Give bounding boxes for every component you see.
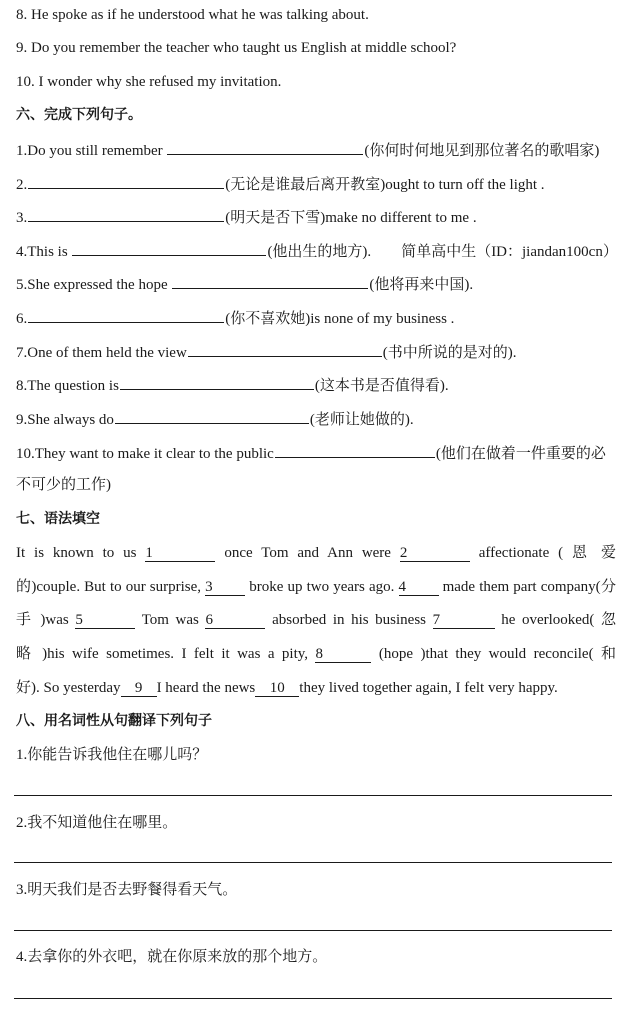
answer-blank[interactable] [72, 241, 266, 256]
cloze-line-2: 的)couple. But to our surprise, 3 broke up two years ago. 4 made them part company(分 [16, 579, 617, 595]
s6-item-10-cont: 不可少的工作) [16, 477, 111, 493]
s8-item-4: 4.去拿你的外衣吧，就在你原来放的那个地方。 [16, 949, 328, 965]
s6-item-10: 10.They want to make it clear to the public (他们在做着一件重要的必 [16, 443, 616, 461]
s6-item-2: 2. (无论是谁最后离开教室)ought to turn off the light . [16, 174, 616, 192]
answer-line-3[interactable] [14, 930, 612, 931]
cloze-line-5: 好). So yesterday 9 I heard the news 10 they lived together again, I felt very happy. [16, 680, 558, 696]
answer-blank[interactable] [28, 308, 224, 323]
answer-blank[interactable] [275, 443, 435, 458]
s6-item-8: 8.The question is (这本书是否值得看). [16, 375, 616, 393]
answer-line-2[interactable] [14, 862, 612, 863]
cloze-blank-3[interactable]: 3 [205, 580, 245, 596]
s6-item-7: 7.One of them held the view (书中所说的是对的). [16, 342, 616, 360]
cloze-line-3: 手 )was 5 Tom was 6 absorbed in his business 7 he overlooked( 忽 [16, 612, 617, 628]
answer-blank[interactable] [188, 342, 382, 357]
cloze-blank-9[interactable]: 9 [121, 681, 157, 697]
s8-item-2: 2.我不知道他住在哪里。 [16, 815, 178, 831]
answer-blank[interactable] [115, 409, 309, 424]
s6-item-4: 4.This is (他出生的地方). 简单高中生（ID：jiandan100cn） [16, 241, 616, 259]
answer-blank[interactable] [28, 207, 224, 222]
cloze-blank-10[interactable]: 10 [255, 681, 299, 697]
s6-item-6: 6. (你不喜欢她)is none of my business . [16, 308, 616, 326]
answer-line-4[interactable] [14, 998, 612, 999]
answer-blank[interactable] [172, 274, 368, 289]
s6-item-3: 3. (明天是否下雪)make no different to me . [16, 207, 616, 225]
cloze-blank-7[interactable]: 7 [433, 613, 495, 629]
translate-item-9: 9. Do you remember the teacher who taught us English at middle school? [16, 40, 457, 56]
s6-item-5: 5.She expressed the hope (他将再来中国). [16, 274, 616, 292]
cloze-blank-1[interactable]: 1 [145, 546, 215, 562]
s6-item-1: 1.Do you still remember (你何时何地见到那位著名的歌唱家) [16, 140, 616, 158]
s6-item-9: 9.She always do (老师让她做的). [16, 409, 616, 427]
cloze-line-4: 略 )his wife sometimes. I felt it was a pity, 8 (hope )that they would reconcile( 和 [16, 646, 616, 662]
section6-heading: 六、完成下列句子。 [16, 107, 142, 123]
cloze-blank-6[interactable]: 6 [205, 613, 265, 629]
answer-line-1[interactable] [14, 795, 612, 796]
cloze-blank-8[interactable]: 8 [315, 647, 371, 663]
s8-item-1: 1.你能告诉我他住在哪儿吗？ [16, 747, 208, 763]
answer-blank[interactable] [28, 174, 224, 189]
section8-heading: 八、用名词性从句翻译下列句子 [16, 713, 212, 729]
answer-blank[interactable] [120, 375, 314, 390]
translate-item-8: 8. He spoke as if he understood what he was talking about. [16, 7, 369, 23]
cloze-blank-2[interactable]: 2 [400, 546, 470, 562]
translate-item-10: 10. I wonder why she refused my invitation. [16, 74, 282, 90]
watermark-text: 简单高中生（ID：jiandan100cn） [401, 244, 618, 260]
s8-item-3: 3.明天我们是否去野餐得看天气。 [16, 882, 238, 898]
section7-heading: 七、语法填空 [16, 511, 100, 527]
cloze-line-1: It is known to us 1 once Tom and Ann were 2 affectionate ( 恩 爱 [16, 545, 617, 561]
cloze-blank-5[interactable]: 5 [75, 613, 135, 629]
answer-blank[interactable] [167, 140, 363, 155]
cloze-blank-4[interactable]: 4 [399, 580, 439, 596]
